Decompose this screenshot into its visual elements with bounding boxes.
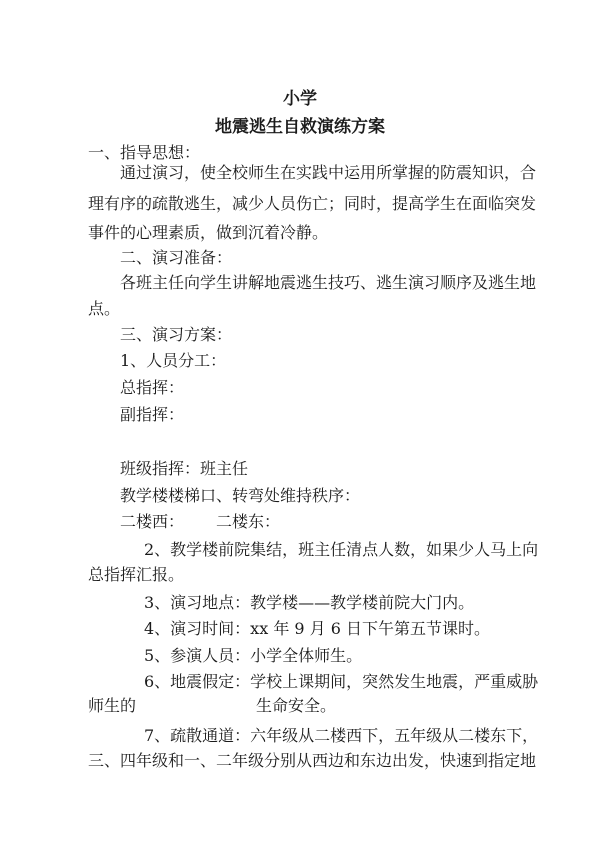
- title-school: 小学: [283, 89, 317, 109]
- item2-line2: 总指挥汇报。: [88, 565, 185, 584]
- title-main: 地震逃生自救演练方案: [215, 117, 385, 137]
- section1-paragraph-line1: 通过演习，使全校师生在实践中运用所掌握的防震知识，合: [120, 163, 537, 182]
- floor2-west-label: 二楼西：: [120, 512, 185, 531]
- class-commander-line: 班级指挥：班主任: [120, 459, 249, 478]
- section2-heading: 二、演习准备：: [120, 248, 233, 267]
- section3-heading: 三、演习方案：: [120, 325, 233, 344]
- section2-paragraph-line1: 各班主任向学生讲解地震逃生技巧、逃生演习顺序及逃生地: [120, 273, 537, 292]
- vice-commander-label: 副指挥：: [120, 405, 185, 424]
- item5-line: 5、参演人员：小学全体师生。: [144, 646, 363, 665]
- section1-paragraph-line2: 理有序的疏散逃生，减少人员伤亡；同时，提高学生在面临突发: [88, 194, 537, 213]
- item3-line: 3、演习地点：教学楼——教学楼前院大门内。: [144, 593, 475, 612]
- commander-label: 总指挥：: [120, 378, 185, 397]
- item6-line2-start: 师生的: [88, 696, 137, 715]
- item6-line1: 6、地震假定：学校上课期间，突然发生地震，严重威胁: [144, 672, 539, 691]
- stair-order-line: 教学楼楼梯口、转弯处维持秩序：: [120, 486, 361, 505]
- section1-heading: 一、指导思想：: [88, 143, 201, 162]
- floor2-east-label: 二楼东：: [216, 512, 281, 531]
- section1-paragraph-line3: 事件的心理素质，做到沉着冷静。: [88, 223, 329, 242]
- item7-line1: 7、疏散通道：六年级从二楼西下，五年级从二楼东下，: [144, 726, 539, 745]
- section2-paragraph-line2: 点。: [88, 299, 121, 318]
- item4-line: 4、演习时间：xx 年 9 月 6 日下午第五节课时。: [144, 619, 491, 638]
- item1-heading: 1、人员分工：: [120, 351, 227, 370]
- item2-line1: 2、教学楼前院集结，班主任清点人数，如果少人马上向: [144, 540, 539, 559]
- item7-line2: 三、四年级和一、二年级分别从西边和东边出发，快速到指定地: [88, 751, 537, 770]
- item6-line2-end: 生命安全。: [256, 696, 337, 715]
